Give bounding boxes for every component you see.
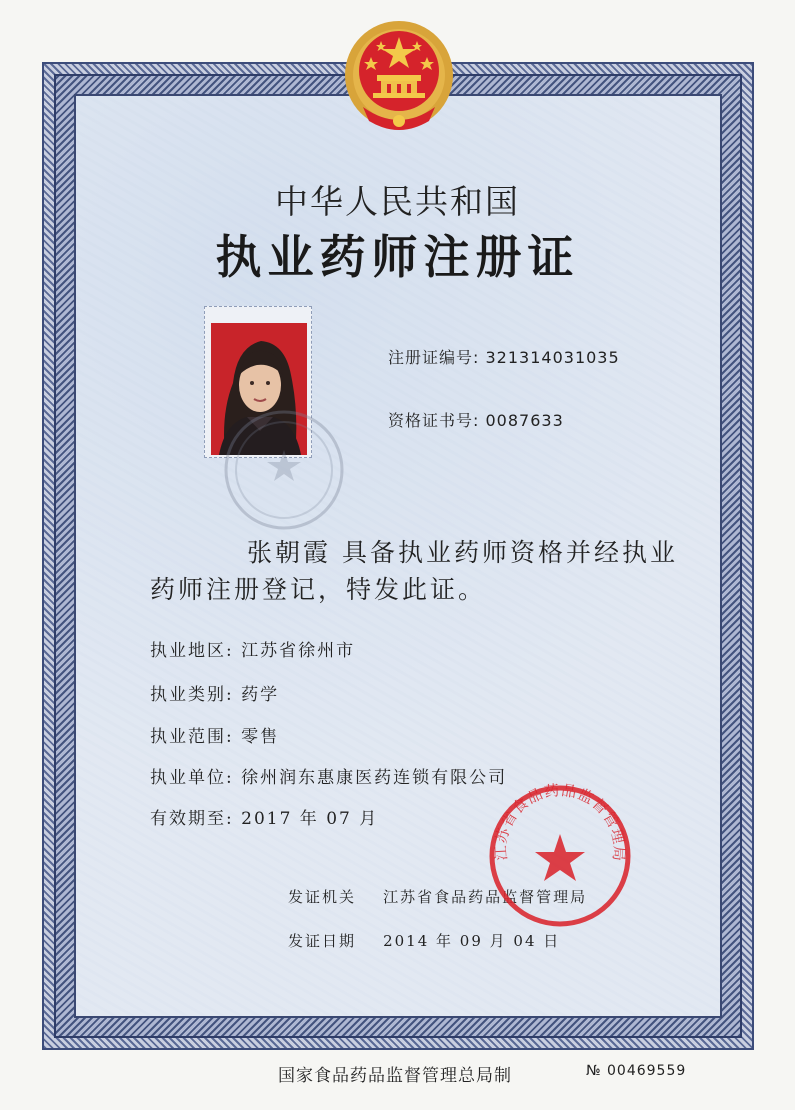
field-row-scope [150, 722, 279, 747]
field-label: 执业单位: [150, 768, 234, 788]
field-label: 执业类别: [150, 685, 234, 705]
field-value: 2017 年 07 月 [241, 809, 379, 829]
field-label: 有效期至: [150, 809, 234, 829]
certificate-title: 执业药师注册证 [215, 230, 580, 284]
field-row-valid-until [150, 804, 378, 829]
seal-text: 江苏省食品药品监督管理局 [491, 780, 629, 863]
field-row-category [150, 680, 279, 705]
footer-maker: 国家食品药品监督管理总局制 [278, 1066, 512, 1086]
statement-line-1-text: 具备执业药师资格并经执业 [341, 538, 678, 567]
country-title: 中华人民共和国 [275, 182, 520, 221]
registration-number-value: 321314031035 [485, 348, 620, 367]
field-value: 药学 [241, 685, 280, 705]
issue-date-value: 2014 年 09 月 04 日 [383, 932, 561, 950]
embossed-stamp [208, 410, 354, 530]
holder-name: 张朝霞 [247, 538, 332, 567]
issuer-label: 发证机关 [288, 888, 357, 906]
statement-line-2: 药师注册登记，特发此证。 [150, 575, 487, 604]
registration-number-field [388, 345, 620, 368]
issuer-value: 江苏省食品药品监督管理局 [383, 888, 588, 906]
field-label: 执业范围: [150, 727, 234, 747]
qualification-number-field [388, 408, 564, 431]
issue-date-label: 发证日期 [288, 932, 357, 950]
official-seal-icon [484, 772, 636, 938]
national-emblem-icon [343, 15, 455, 137]
field-value: 江苏省徐州市 [241, 641, 356, 661]
registration-number-label: 注册证编号: [388, 348, 480, 367]
field-row-employer [150, 763, 507, 788]
qualification-number-value: 0087633 [485, 411, 564, 430]
statement-line-1 [247, 533, 727, 569]
serial-number: № 00469559 [586, 1063, 687, 1079]
field-row-region [150, 636, 355, 661]
qualification-number-label: 资格证书号: [388, 411, 480, 430]
field-value: 徐州润东惠康医药连锁有限公司 [241, 768, 508, 788]
field-value: 零售 [241, 727, 280, 747]
field-label: 执业地区: [150, 641, 234, 661]
